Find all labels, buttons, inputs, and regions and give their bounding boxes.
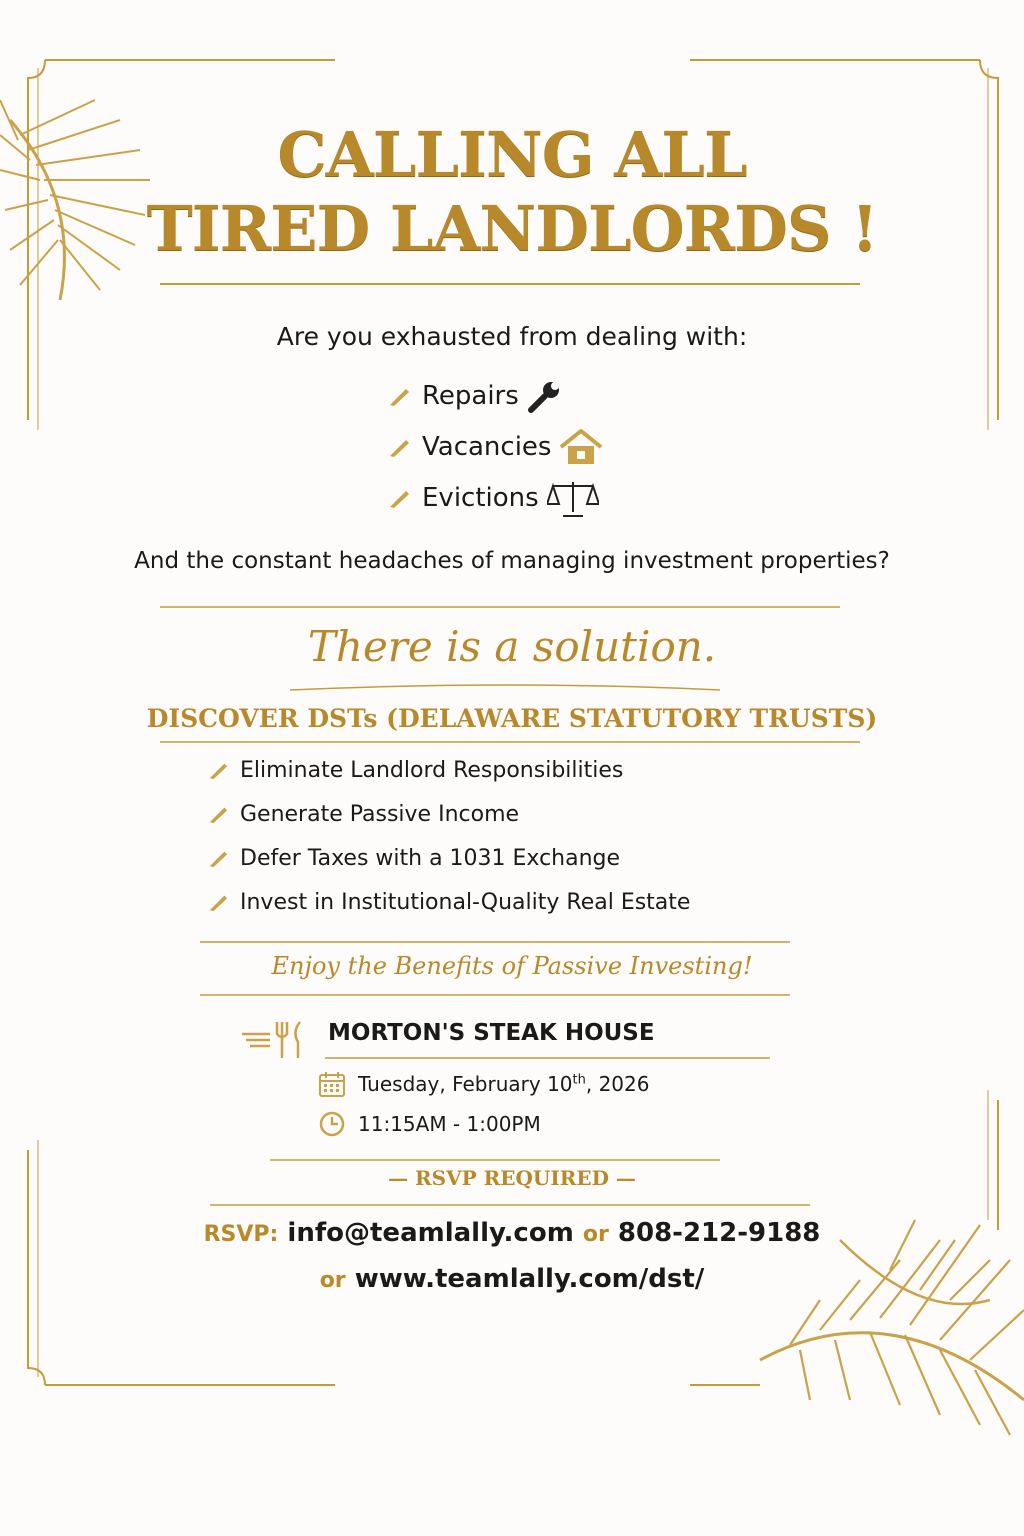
list-item [388, 370, 603, 421]
intro-question: Are you exhausted from dealing with: [276, 322, 748, 351]
calendar-icon [318, 1070, 346, 1098]
contact-line-2 [0, 1264, 1024, 1294]
rsvp-required: — RSVP REQUIRED — [388, 1166, 636, 1190]
or-text: or [582, 1222, 609, 1247]
time-text: 11:15AM - 1:00PM [358, 1112, 541, 1136]
enjoy-tagline: Enjoy the Benefits of Passive Investing! [271, 952, 753, 980]
rsvp-label: RSVP: [203, 1222, 279, 1247]
contact-line-1 [0, 1218, 1024, 1248]
benefit-label: Generate Passive Income [240, 801, 520, 827]
pain-point-label: Evictions [422, 482, 539, 513]
list-item [208, 836, 690, 880]
benefit-label: Defer Taxes with a 1031 Exchange [240, 845, 621, 871]
check-icon [388, 385, 410, 407]
benefit-label: Eliminate Landlord Responsibilities [240, 757, 624, 783]
website-link[interactable]: www.teamlally.com/dst/ [354, 1264, 705, 1294]
list-item [388, 472, 603, 523]
benefit-label: Invest in Institutional-Quality Real Estate [240, 889, 691, 915]
event-time [318, 1110, 541, 1138]
pain-point-label: Repairs [422, 380, 519, 411]
house-icon [559, 429, 603, 465]
event-date [318, 1070, 649, 1098]
benefits-list [208, 748, 690, 924]
title-line-1: CALLING ALL [277, 118, 747, 191]
title-line-2: TIRED LANDLORDS ! [146, 192, 878, 265]
clock-icon [318, 1110, 346, 1138]
list-item [208, 748, 690, 792]
check-icon [208, 804, 228, 824]
list-item [388, 421, 603, 472]
check-icon [208, 760, 228, 780]
check-icon [208, 848, 228, 868]
wrench-icon [527, 378, 563, 414]
discover-heading: DISCOVER DSTs (DELAWARE STATUTORY TRUSTS) [146, 704, 878, 733]
phone-link[interactable]: 808-212-9188 [617, 1218, 821, 1248]
date-text: Tuesday, February 10th, 2026 [358, 1072, 650, 1096]
list-item [208, 880, 690, 924]
scales-icon [547, 478, 599, 518]
fork-knife-icon [240, 1018, 310, 1064]
email-link[interactable]: info@teamlally.com [287, 1218, 574, 1248]
solution-tagline: There is a solution. [307, 622, 717, 671]
or-text: or [319, 1268, 346, 1293]
check-icon [208, 892, 228, 912]
pain-point-label: Vacancies [422, 431, 552, 462]
headache-question: And the constant headaches of managing investment properties? [134, 548, 890, 574]
venue-name: MORTON'S STEAK HOUSE [328, 1020, 655, 1046]
check-icon [388, 487, 410, 509]
list-item [208, 792, 690, 836]
pain-points-list [388, 370, 603, 523]
check-icon [388, 436, 410, 458]
